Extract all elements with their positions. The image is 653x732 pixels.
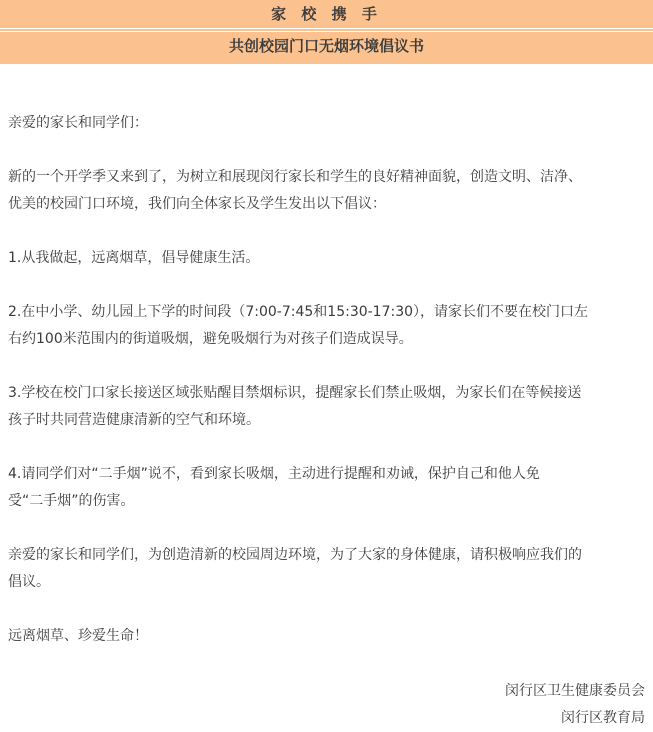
header-banner bbox=[0, 0, 653, 64]
signature-block bbox=[345, 678, 645, 732]
signature-org-health: 闵行区卫生健康委员会 bbox=[505, 683, 645, 699]
page-title: 共创校园门口无烟环境倡议书 bbox=[228, 37, 424, 55]
closing-paragraph: 亲爱的家长和同学们，为创造清新的校园周边环境，为了大家的身体健康，请积极响应我们的 倡议。 bbox=[8, 547, 582, 590]
header-divider-bottom bbox=[0, 31, 653, 32]
letter-body bbox=[8, 110, 648, 677]
initiative-item-1: 1.从我做起，远离烟草，倡导健康生活。 bbox=[8, 250, 260, 266]
greeting: 亲爱的家长和同学们： bbox=[8, 115, 148, 131]
initiative-item-2: 2.在中小学、幼儿园上下学的时间段（7:00-7:45和15:30-17:30），请家长们不要在校门口左 右约100米范围内的街道吸烟，避免吸烟行为对孩子们造成误导。 bbox=[8, 304, 589, 347]
slogan: 远离烟草、珍爱生命！ bbox=[8, 628, 148, 644]
initiative-item-4: 4.请同学们对“二手烟”说不，看到家长吸烟，主动进行提醒和劝诫，保护自己和他人免 受“二手烟”的伤害。 bbox=[8, 466, 540, 509]
initiative-item-3: 3.学校在校门口家长接送区域张贴醒目禁烟标识，提醒家长们禁止吸烟，为家长们在等候接送 孩子时共同营造健康清新的空气和环境。 bbox=[8, 385, 582, 428]
signature-org-education: 闵行区教育局 bbox=[561, 710, 645, 726]
header-divider-top bbox=[0, 28, 653, 29]
intro-paragraph: 新的一个开学季又来到了，为树立和展现闵行家长和学生的良好精神面貌，创造文明、洁净、 优美的校园门口环境，我们向全体家长及学生发出以下倡议： bbox=[8, 169, 582, 212]
header-kicker: 家 校 携 手 bbox=[271, 5, 382, 23]
